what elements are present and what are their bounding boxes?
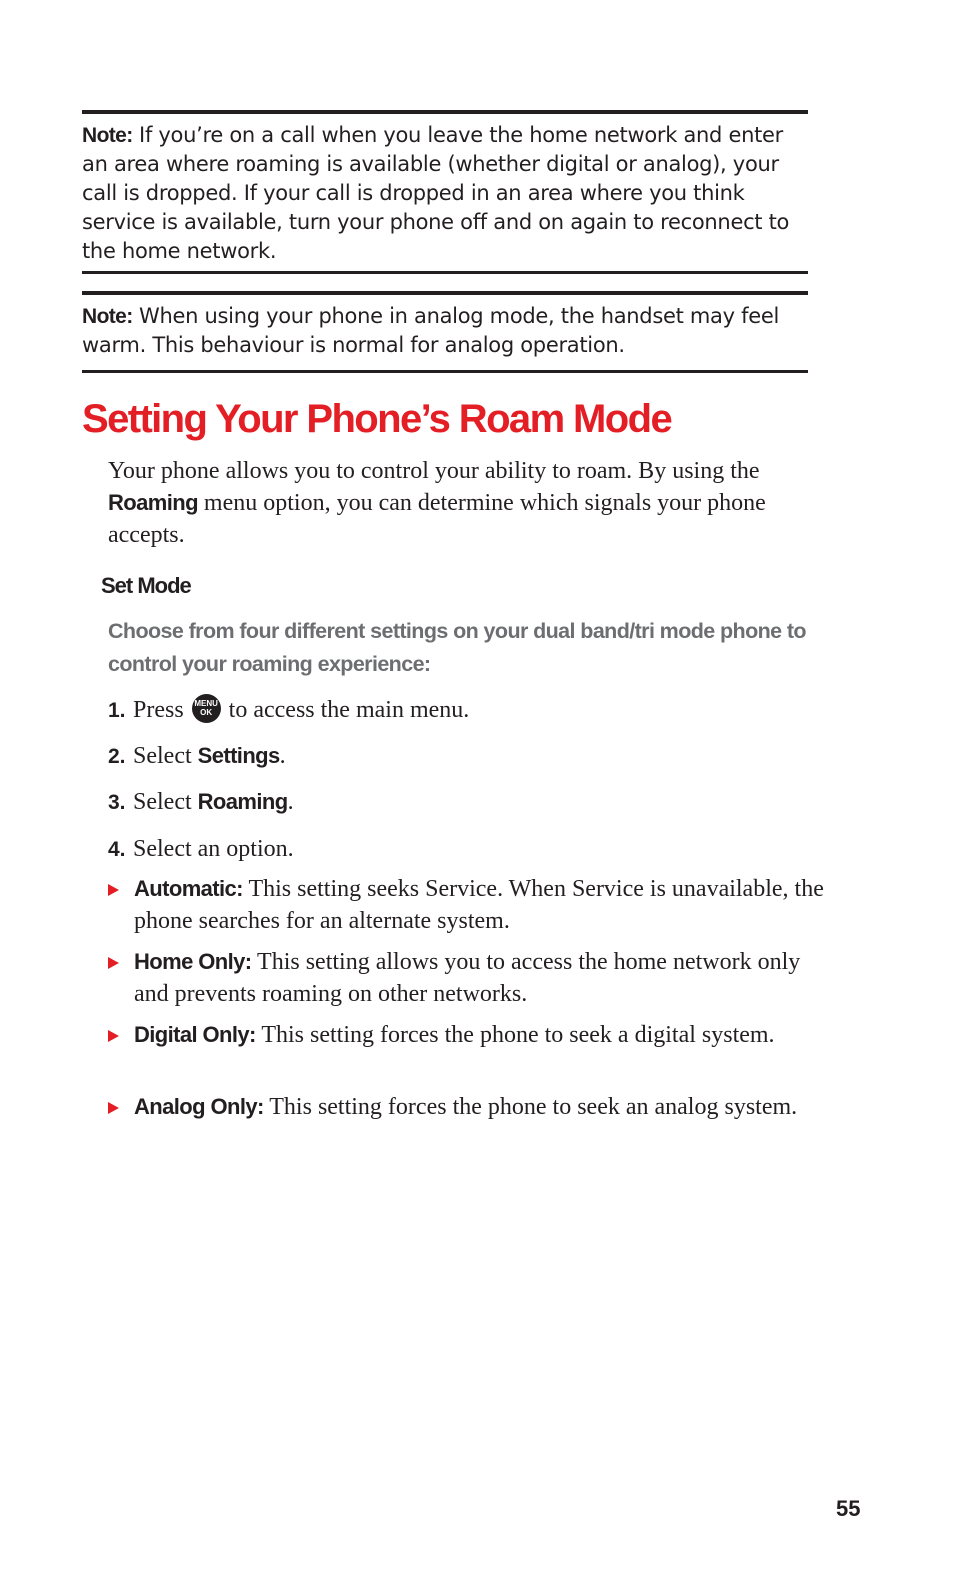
triangle-bullet-icon	[108, 884, 119, 896]
triangle-bullet-icon	[108, 957, 119, 969]
section-title: Setting Your Phone’s Roam Mode	[82, 397, 672, 441]
triangle-bullet-icon	[108, 1102, 119, 1114]
step-1	[108, 694, 469, 727]
step-term: Roaming	[197, 789, 288, 814]
option-description: This setting seeks Service. When Service is unavailable, the phone searches for an alternate system.	[134, 876, 824, 934]
step-number: 4.	[108, 838, 126, 861]
intro-text: Your phone allows you to control your ability to roam. By using the	[108, 458, 760, 484]
step-number: 2.	[108, 745, 126, 768]
intro-roaming-term: Roaming	[108, 490, 198, 515]
option-description: This setting forces the phone to seek a digital system.	[255, 1022, 775, 1048]
option-analog-only	[108, 1091, 828, 1123]
menu-ok-key-icon: MENU OK	[192, 694, 221, 723]
note-label: Note:	[82, 305, 133, 328]
step-text-end: to access the main menu.	[222, 697, 470, 723]
note-text: When using your phone in analog mode, the handset may feel warm. This behaviour is normal for analog operation.	[82, 304, 779, 357]
step-4	[108, 833, 294, 866]
intro-text-end: menu option, you can determine which signals your phone accepts.	[108, 490, 766, 548]
step-2	[108, 740, 286, 773]
step-number: 1.	[108, 699, 126, 722]
option-term: Digital Only:	[134, 1022, 256, 1047]
note-box-roaming-call	[82, 110, 808, 274]
step-number: 3.	[108, 791, 126, 814]
triangle-bullet-icon	[108, 1030, 119, 1042]
subsection-title: Set Mode	[101, 573, 191, 598]
note-text: If you’re on a call when you leave the home network and enter an area where roaming is available (whether digital or analog), your call is dropped. If your call is dropped in an area where you think service is available, turn your phone off and on again to reconnect to the home network.	[82, 123, 790, 263]
option-term: Automatic:	[134, 876, 243, 901]
step-text-end: .	[279, 743, 286, 769]
subsection-lead: Choose from four different settings on your dual band/tri mode phone to control your roaming experience:	[108, 619, 806, 676]
step-text: Select	[133, 789, 198, 815]
option-home-only	[108, 946, 828, 1010]
option-automatic	[108, 873, 828, 937]
page-number: 55	[836, 1496, 861, 1521]
section-intro	[108, 455, 818, 551]
step-text: Select an option.	[133, 836, 294, 862]
step-3	[108, 786, 294, 819]
option-description: This setting forces the phone to seek an analog system.	[263, 1094, 798, 1120]
step-text: Select	[133, 743, 198, 769]
option-description: This setting allows you to access the home network only and prevents roaming on other networks.	[134, 949, 801, 1007]
option-digital-only	[108, 1019, 828, 1051]
option-term: Analog Only:	[134, 1094, 264, 1119]
step-text: Press	[133, 697, 190, 723]
note-box-analog-mode	[82, 291, 808, 373]
option-term: Home Only:	[134, 949, 252, 974]
note-label: Note:	[82, 124, 133, 147]
step-term: Settings	[197, 743, 280, 768]
step-text-end: .	[287, 789, 294, 815]
